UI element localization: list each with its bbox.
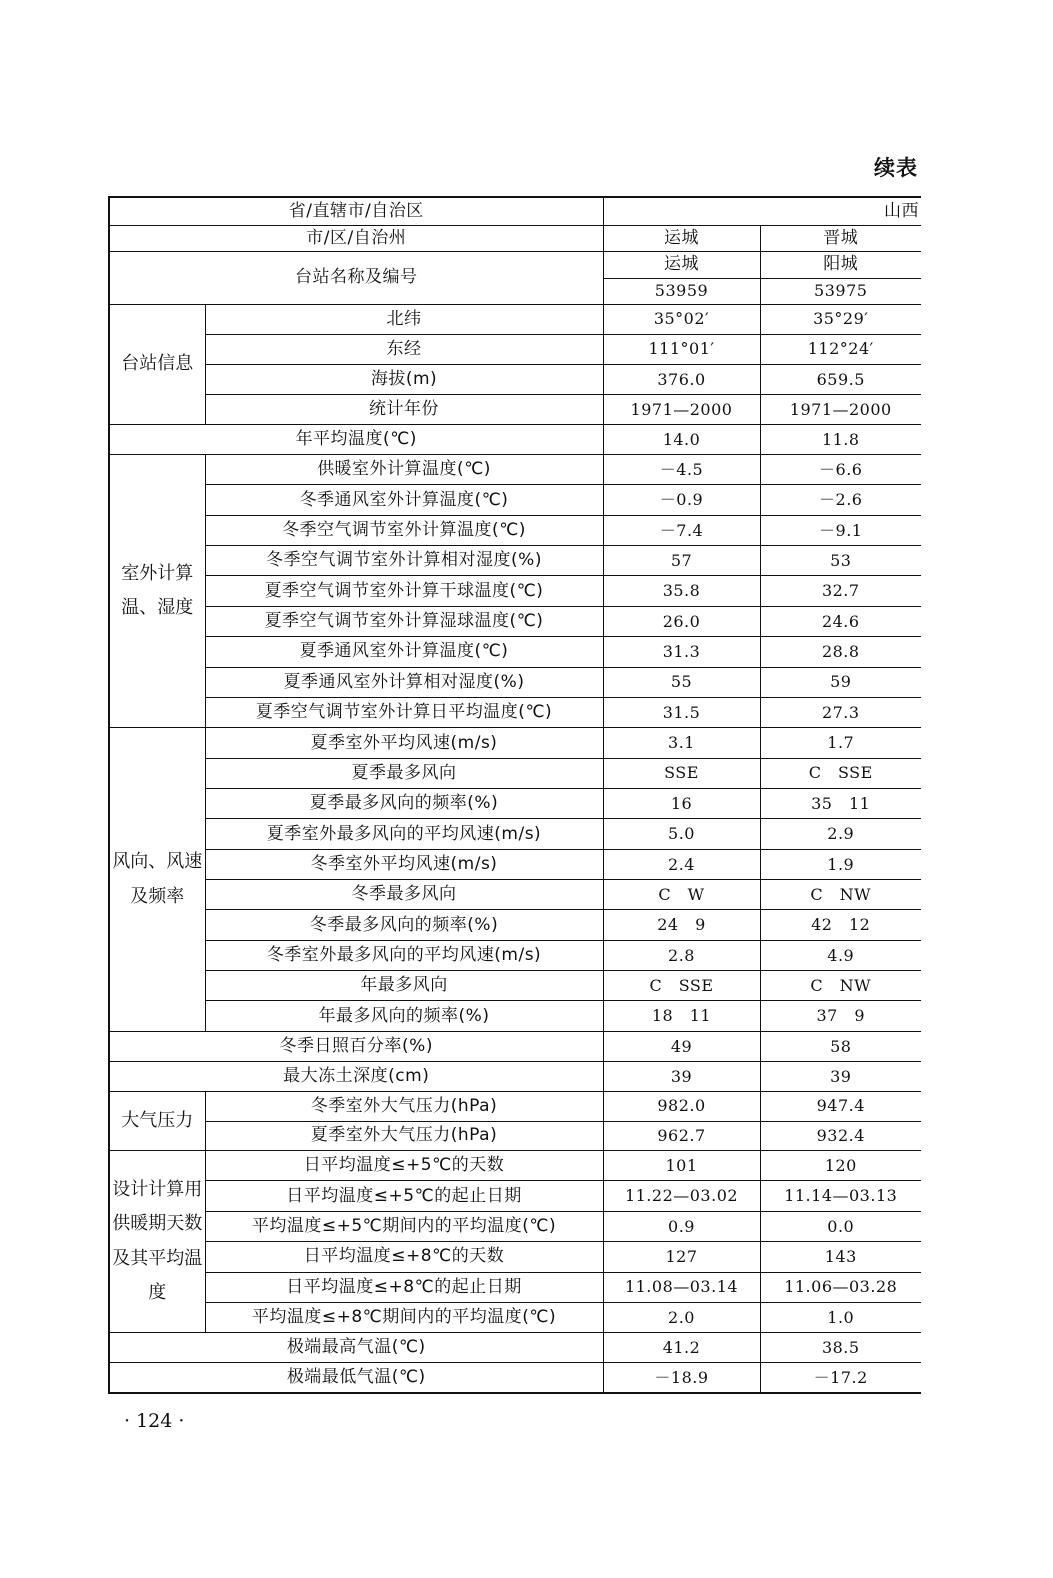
value-cell-jincheng: 39 bbox=[760, 1061, 921, 1091]
wind_rows-row bbox=[109, 819, 921, 849]
value-cell-jincheng: 35 11 bbox=[760, 788, 921, 818]
header-row-city bbox=[109, 225, 921, 251]
value-cell-yuncheng: 0.9 bbox=[603, 1211, 760, 1241]
climate-table-wrapper bbox=[108, 196, 922, 1396]
climate-table bbox=[108, 196, 921, 1394]
value-cell-yuncheng: 31.3 bbox=[603, 637, 760, 667]
outdoor_rows-row bbox=[109, 546, 921, 576]
city-label: 市/区/自治州 bbox=[109, 225, 603, 251]
value-cell-jincheng: 11.8 bbox=[760, 424, 921, 454]
outdoor_rows-row bbox=[109, 667, 921, 697]
row-label: 夏季空气调节室外计算湿球温度(℃) bbox=[205, 606, 603, 636]
heating_rows-row bbox=[109, 1181, 921, 1211]
value-cell-yuncheng: －18.9 bbox=[603, 1363, 760, 1393]
row-label: 日平均温度≤+8℃的起止日期 bbox=[205, 1272, 603, 1302]
value-cell-yuncheng: 57 bbox=[603, 546, 760, 576]
value-cell-yuncheng: 24 9 bbox=[603, 910, 760, 940]
value-cell-jincheng: 53 bbox=[760, 546, 921, 576]
value-cell-jincheng: 27.3 bbox=[760, 697, 921, 727]
value-cell-yuncheng: 14.0 bbox=[603, 424, 760, 454]
extreme_min-row bbox=[109, 1363, 921, 1393]
value-cell-jincheng: 947.4 bbox=[760, 1091, 921, 1121]
value-cell-yuncheng: 49 bbox=[603, 1031, 760, 1061]
value-cell-jincheng: 11.14—03.13 bbox=[760, 1181, 921, 1211]
value-cell-yuncheng: 35°02′ bbox=[603, 304, 760, 334]
row-label: 平均温度≤+5℃期间内的平均温度(℃) bbox=[205, 1211, 603, 1241]
city-yuncheng: 运城 bbox=[603, 225, 760, 251]
row-label: 夏季最多风向 bbox=[205, 758, 603, 788]
value-cell-jincheng: 659.5 bbox=[760, 364, 921, 394]
value-cell-yuncheng: 5.0 bbox=[603, 819, 760, 849]
value-cell-jincheng: 59 bbox=[760, 667, 921, 697]
row-label: 最大冻土深度(cm) bbox=[109, 1061, 603, 1091]
value-cell-jincheng: 1.7 bbox=[760, 728, 921, 758]
value-cell-jincheng: 37 9 bbox=[760, 1001, 921, 1031]
wind_rows-row bbox=[109, 910, 921, 940]
value-cell-jincheng: 58 bbox=[760, 1031, 921, 1061]
wind_rows-row bbox=[109, 971, 921, 1001]
row-label: 海拔(m) bbox=[205, 364, 603, 394]
value-cell-yuncheng: 376.0 bbox=[603, 364, 760, 394]
value-cell-yuncheng: C W bbox=[603, 880, 760, 910]
page-number: · 124 · bbox=[124, 1410, 185, 1432]
value-cell-jincheng: 35°29′ bbox=[760, 304, 921, 334]
row-label: 统计年份 bbox=[205, 394, 603, 424]
province-value: 山西 bbox=[603, 197, 921, 225]
group-wind: 风向、风速及频率 bbox=[109, 728, 205, 1032]
outdoor_rows-row bbox=[109, 515, 921, 545]
value-cell-yuncheng: 1971—2000 bbox=[603, 394, 760, 424]
heating_rows-row bbox=[109, 1211, 921, 1241]
station-name-yuncheng: 运城 bbox=[603, 251, 760, 278]
value-cell-yuncheng: C SSE bbox=[603, 971, 760, 1001]
heating_rows-row bbox=[109, 1272, 921, 1302]
row-label: 平均温度≤+8℃期间内的平均温度(℃) bbox=[205, 1302, 603, 1332]
wind_rows-row bbox=[109, 880, 921, 910]
row-label: 年最多风向的频率(%) bbox=[205, 1001, 603, 1031]
value-cell-yuncheng: SSE bbox=[603, 758, 760, 788]
row-label: 年最多风向 bbox=[205, 971, 603, 1001]
value-cell-jincheng: －6.6 bbox=[760, 455, 921, 485]
row-label: 供暖室外计算温度(℃) bbox=[205, 455, 603, 485]
value-cell-jincheng: 120 bbox=[760, 1151, 921, 1181]
value-cell-yuncheng: 2.0 bbox=[603, 1302, 760, 1332]
outdoor_rows-row bbox=[109, 485, 921, 515]
station-name-yangcheng: 阳城 bbox=[760, 251, 921, 278]
wind_rows-row bbox=[109, 728, 921, 758]
value-cell-yuncheng: －7.4 bbox=[603, 515, 760, 545]
row-label: 夏季室外平均风速(m/s) bbox=[205, 728, 603, 758]
extreme_max-row bbox=[109, 1333, 921, 1363]
value-cell-yuncheng: 111°01′ bbox=[603, 334, 760, 364]
row-label: 日平均温度≤+8℃的天数 bbox=[205, 1242, 603, 1272]
value-cell-jincheng: C NW bbox=[760, 880, 921, 910]
value-cell-jincheng: 28.8 bbox=[760, 637, 921, 667]
value-cell-yuncheng: 18 11 bbox=[603, 1001, 760, 1031]
row-label: 冬季通风室外计算温度(℃) bbox=[205, 485, 603, 515]
station-code-yuncheng: 53959 bbox=[603, 278, 760, 304]
annual_mean_temp-row bbox=[109, 424, 921, 454]
value-cell-jincheng: 24.6 bbox=[760, 606, 921, 636]
value-cell-yuncheng: 101 bbox=[603, 1151, 760, 1181]
row-label: 冬季空气调节室外计算相对湿度(%) bbox=[205, 546, 603, 576]
value-cell-jincheng: 1.0 bbox=[760, 1302, 921, 1332]
outdoor_rows-row bbox=[109, 455, 921, 485]
wind_rows-row bbox=[109, 940, 921, 970]
row-label: 极端最高气温(℃) bbox=[109, 1333, 603, 1363]
station_info_rows-row bbox=[109, 364, 921, 394]
value-cell-yuncheng: 26.0 bbox=[603, 606, 760, 636]
value-cell-yuncheng: －4.5 bbox=[603, 455, 760, 485]
continued-label: 续表 bbox=[874, 156, 918, 180]
group-outdoor-calc: 室外计算温、湿度 bbox=[109, 455, 205, 728]
value-cell-yuncheng: 127 bbox=[603, 1242, 760, 1272]
value-cell-yuncheng: 11.08—03.14 bbox=[603, 1272, 760, 1302]
station_info_rows-row bbox=[109, 304, 921, 334]
row-label: 夏季通风室外计算温度(℃) bbox=[205, 637, 603, 667]
value-cell-yuncheng: 2.8 bbox=[603, 940, 760, 970]
heating_rows-row bbox=[109, 1242, 921, 1272]
value-cell-yuncheng: 3.1 bbox=[603, 728, 760, 758]
value-cell-jincheng: －2.6 bbox=[760, 485, 921, 515]
value-cell-jincheng: C NW bbox=[760, 971, 921, 1001]
group-pressure: 大气压力 bbox=[109, 1091, 205, 1150]
value-cell-yuncheng: 11.22—03.02 bbox=[603, 1181, 760, 1211]
pressure_rows-row bbox=[109, 1091, 921, 1121]
value-cell-jincheng: 143 bbox=[760, 1242, 921, 1272]
wind_rows-row bbox=[109, 849, 921, 879]
row-label: 夏季室外大气压力(hPa) bbox=[205, 1121, 603, 1151]
group-heating: 设计计算用供暖期天数及其平均温度 bbox=[109, 1151, 205, 1333]
outdoor_rows-row bbox=[109, 576, 921, 606]
value-cell-yuncheng: 31.5 bbox=[603, 697, 760, 727]
station_info_rows-row bbox=[109, 334, 921, 364]
value-cell-jincheng: －17.2 bbox=[760, 1363, 921, 1393]
frozen_soil-row bbox=[109, 1061, 921, 1091]
outdoor_rows-row bbox=[109, 697, 921, 727]
value-cell-yuncheng: －0.9 bbox=[603, 485, 760, 515]
value-cell-yuncheng: 39 bbox=[603, 1061, 760, 1091]
row-label: 夏季通风室外计算相对湿度(%) bbox=[205, 667, 603, 697]
wind_rows-row bbox=[109, 1001, 921, 1031]
value-cell-yuncheng: 41.2 bbox=[603, 1333, 760, 1363]
value-cell-yuncheng: 16 bbox=[603, 788, 760, 818]
row-label: 北纬 bbox=[205, 304, 603, 334]
heating_rows-row bbox=[109, 1151, 921, 1181]
row-label: 极端最低气温(℃) bbox=[109, 1363, 603, 1393]
header-row-station-name bbox=[109, 251, 921, 278]
row-label: 夏季最多风向的频率(%) bbox=[205, 788, 603, 818]
sunshine-row bbox=[109, 1031, 921, 1061]
row-label: 日平均温度≤+5℃的起止日期 bbox=[205, 1181, 603, 1211]
value-cell-jincheng: 42 12 bbox=[760, 910, 921, 940]
row-label: 冬季室外最多风向的平均风速(m/s) bbox=[205, 940, 603, 970]
value-cell-yuncheng: 962.7 bbox=[603, 1121, 760, 1151]
value-cell-jincheng: 112°24′ bbox=[760, 334, 921, 364]
province-label: 省/直辖市/自治区 bbox=[109, 197, 603, 225]
row-label: 年平均温度(℃) bbox=[109, 424, 603, 454]
row-label: 东经 bbox=[205, 334, 603, 364]
value-cell-jincheng: 11.06—03.28 bbox=[760, 1272, 921, 1302]
value-cell-jincheng: 1971—2000 bbox=[760, 394, 921, 424]
row-label: 日平均温度≤+5℃的天数 bbox=[205, 1151, 603, 1181]
row-label: 夏季室外最多风向的平均风速(m/s) bbox=[205, 819, 603, 849]
value-cell-yuncheng: 35.8 bbox=[603, 576, 760, 606]
value-cell-jincheng: 38.5 bbox=[760, 1333, 921, 1363]
value-cell-yuncheng: 55 bbox=[603, 667, 760, 697]
value-cell-jincheng: 2.9 bbox=[760, 819, 921, 849]
station-label: 台站名称及编号 bbox=[109, 251, 603, 304]
city-jincheng: 晋城 bbox=[760, 225, 921, 251]
outdoor_rows-row bbox=[109, 606, 921, 636]
value-cell-jincheng: 1.9 bbox=[760, 849, 921, 879]
row-label: 冬季最多风向 bbox=[205, 880, 603, 910]
value-cell-jincheng: 932.4 bbox=[760, 1121, 921, 1151]
outdoor_rows-row bbox=[109, 637, 921, 667]
row-label: 冬季日照百分率(%) bbox=[109, 1031, 603, 1061]
row-label: 夏季空气调节室外计算日平均温度(℃) bbox=[205, 697, 603, 727]
station_info_rows-row bbox=[109, 394, 921, 424]
row-label: 冬季空气调节室外计算温度(℃) bbox=[205, 515, 603, 545]
row-label: 冬季室外大气压力(hPa) bbox=[205, 1091, 603, 1121]
value-cell-yuncheng: 982.0 bbox=[603, 1091, 760, 1121]
row-label: 冬季室外平均风速(m/s) bbox=[205, 849, 603, 879]
wind_rows-row bbox=[109, 758, 921, 788]
heating_rows-row bbox=[109, 1302, 921, 1332]
row-label: 冬季最多风向的频率(%) bbox=[205, 910, 603, 940]
station-code-yangcheng: 53975 bbox=[760, 278, 921, 304]
value-cell-jincheng: C SSE bbox=[760, 758, 921, 788]
value-cell-jincheng: 4.9 bbox=[760, 940, 921, 970]
value-cell-jincheng: 0.0 bbox=[760, 1211, 921, 1241]
value-cell-yuncheng: 2.4 bbox=[603, 849, 760, 879]
wind_rows-row bbox=[109, 788, 921, 818]
row-label: 夏季空气调节室外计算干球温度(℃) bbox=[205, 576, 603, 606]
value-cell-jincheng: －9.1 bbox=[760, 515, 921, 545]
value-cell-jincheng: 32.7 bbox=[760, 576, 921, 606]
header-row-province bbox=[109, 197, 921, 225]
group-station-info: 台站信息 bbox=[109, 304, 205, 424]
pressure_rows-row bbox=[109, 1121, 921, 1151]
